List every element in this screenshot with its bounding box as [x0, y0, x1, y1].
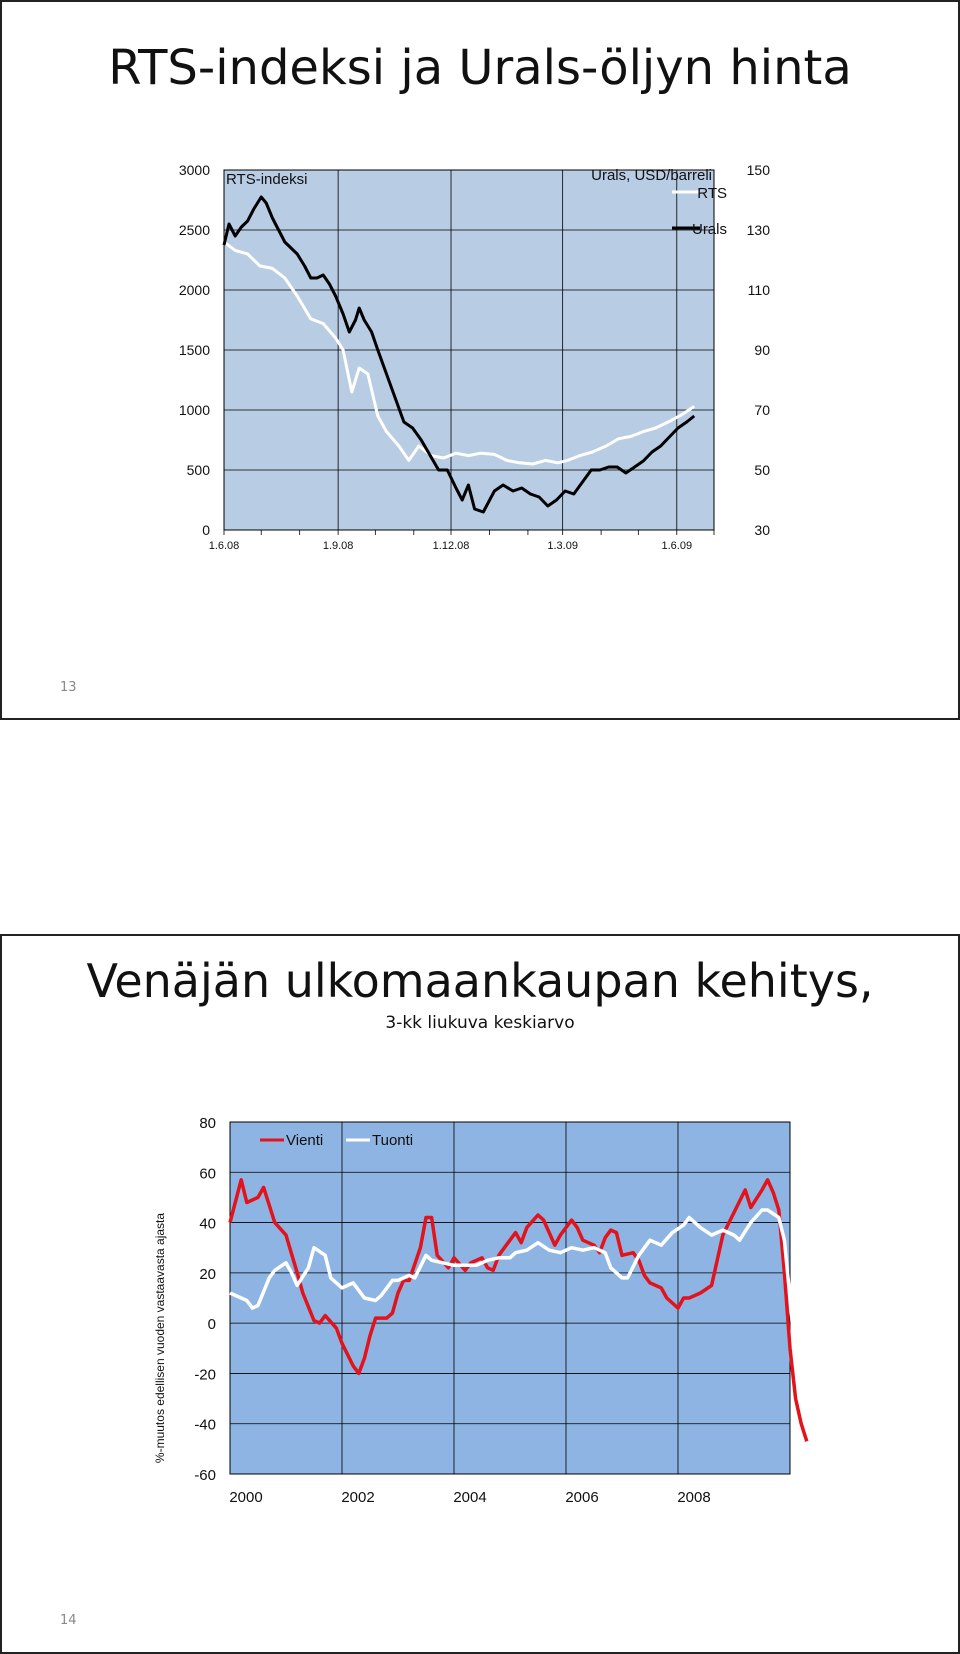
slide-title: Venäjän ulkomaankaupan kehitys,	[86, 954, 874, 1008]
slide-foreign-trade	[0, 934, 960, 1654]
y-axis-label: %-muutos edellisen vuoden vastaavasta ajasta	[153, 1212, 167, 1464]
legend-label-tuonti: Tuonti	[372, 1132, 414, 1149]
legend-label-rts: RTS	[697, 185, 727, 202]
y-tick-label: -20	[194, 1366, 216, 1384]
rts-urals-chart	[2, 2, 958, 718]
y-right-tick-label: 70	[754, 402, 770, 418]
x-tick-label: 2008	[677, 1489, 711, 1506]
y-tick-label: -60	[194, 1467, 216, 1484]
y-left-tick-label: 1000	[178, 402, 210, 418]
y-right-tick-label: 90	[754, 342, 770, 358]
x-tick-label: 2006	[565, 1489, 599, 1506]
y-left-tick-label: 500	[186, 462, 210, 478]
y-right-tick-label: 130	[746, 222, 770, 238]
x-tick-label: 2002	[341, 1489, 375, 1506]
x-tick-label: 2000	[229, 1489, 263, 1506]
y-left-tick-label: 2000	[178, 282, 210, 298]
y-left-tick-label: 1500	[178, 342, 210, 358]
y-left-tick-label: 2500	[178, 222, 210, 238]
x-tick-label: 1.6.08	[208, 540, 240, 552]
y-tick-label: 60	[199, 1165, 216, 1183]
right-axis-title: Urals, USD/barreli	[591, 167, 712, 184]
page-number: 13	[60, 680, 77, 695]
x-tick-label: 1.6.09	[661, 540, 693, 552]
legend-label-vienti: Vienti	[286, 1132, 324, 1149]
slide-title: RTS-indeksi ja Urals-öljyn hinta	[108, 40, 852, 96]
x-tick-label: 2004	[453, 1489, 487, 1506]
slide-subtitle: 3-kk liukuva keskiarvo	[385, 1013, 575, 1033]
y-right-tick-label: 30	[754, 522, 770, 538]
foreign-trade-chart	[2, 936, 958, 1652]
y-left-tick-label: 0	[202, 522, 210, 538]
y-tick-label: 40	[199, 1215, 216, 1233]
y-tick-label: -40	[194, 1416, 216, 1434]
left-axis-title: RTS-indeksi	[226, 171, 308, 188]
y-right-tick-label: 110	[747, 282, 770, 298]
y-right-tick-label: 50	[754, 462, 770, 478]
y-right-tick-label: 150	[746, 162, 770, 178]
y-tick-label: 20	[199, 1265, 216, 1283]
slide-rts-urals	[0, 0, 960, 720]
plot-area	[230, 1122, 790, 1474]
x-tick-label: 1.12.08	[432, 540, 470, 552]
y-tick-label: 80	[199, 1115, 216, 1132]
y-tick-label: 0	[207, 1316, 216, 1334]
legend-label-urals: Urals	[691, 221, 727, 238]
y-left-tick-label: 3000	[178, 162, 210, 178]
page-number: 14	[60, 1613, 77, 1628]
x-tick-label: 1.9.08	[322, 540, 354, 552]
x-tick-label: 1.3.09	[547, 540, 578, 552]
